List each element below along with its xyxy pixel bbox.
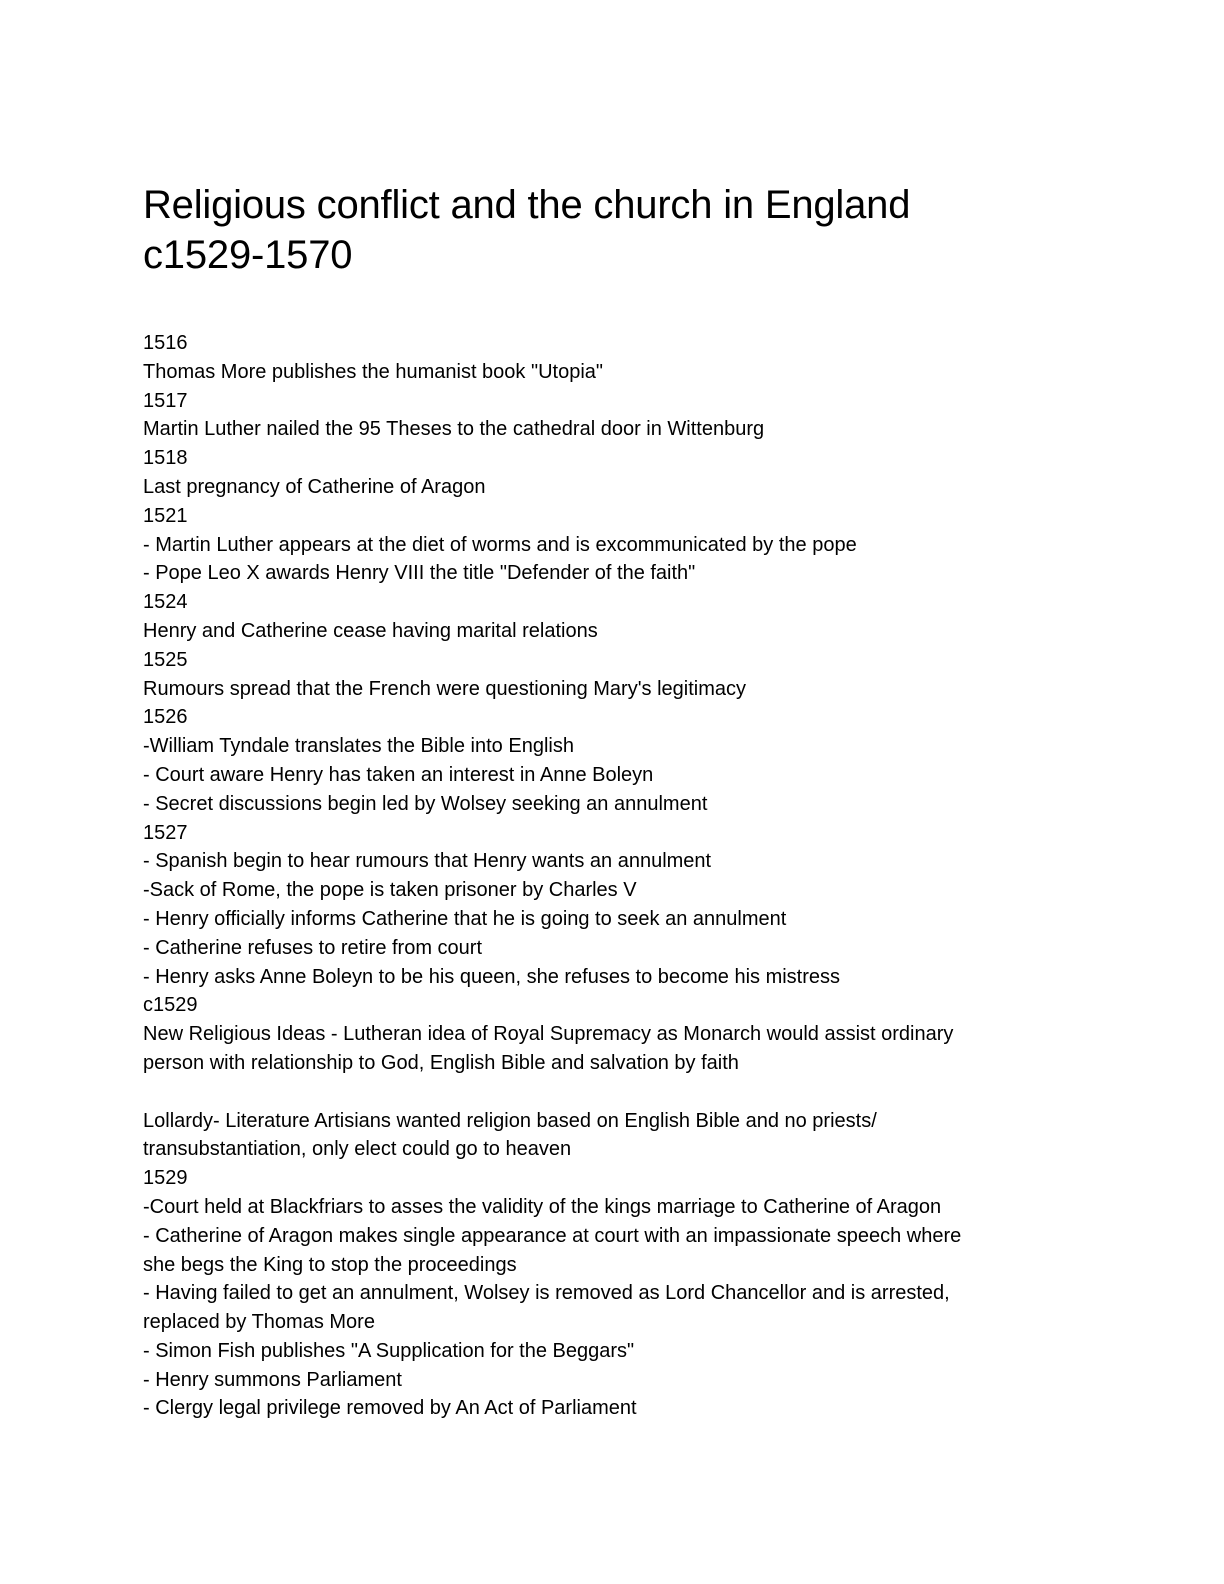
text-line: - Spanish begin to hear rumours that Henry wants an annulment (143, 850, 712, 873)
text-line: - Having failed to get an annulment, Wolsey is removed as Lord Chancellor and is arrested, (143, 1282, 950, 1305)
text-line: Henry and Catherine cease having marital relations (143, 619, 598, 642)
text-line: -William Tyndale translates the Bible into English (143, 735, 574, 758)
blank-line (143, 1078, 1063, 1107)
text-line: - Secret discussions begin led by Wolsey seeking an annulment (143, 792, 708, 815)
text-line: person with relationship to God, English Bible and salvation by faith (143, 1051, 739, 1074)
year-heading: c1529 (143, 994, 198, 1017)
title-line-1: Religious conflict and the church in England (143, 183, 911, 227)
text-line: -Sack of Rome, the pope is taken prisoner by Charles V (143, 879, 637, 902)
text-line: - Martin Luther appears at the diet of worms and is excommunicated by the pope (143, 533, 857, 556)
text-line: - Catherine refuses to retire from court (143, 936, 483, 959)
text-line: transubstantiation, only elect could go to heaven (143, 1138, 572, 1161)
text-line: - Court aware Henry has taken an interest in Anne Boleyn (143, 763, 654, 786)
text-line: - Catherine of Aragon makes single appearance at court with an impassionate speech where (143, 1224, 962, 1247)
year-heading: 1529 (143, 1167, 188, 1190)
text-line: Thomas More publishes the humanist book "Utopia" (143, 360, 603, 383)
title-line-2: c1529-1570 (143, 233, 353, 277)
text-line: -Court held at Blackfriars to asses the validity of the kings marriage to Catherine of Aragon (143, 1195, 942, 1218)
text-line: - Pope Leo X awards Henry VIII the title "Defender of the faith" (143, 562, 696, 585)
document-page (143, 180, 1063, 1423)
text-line: - Henry asks Anne Boleyn to be his queen, she refuses to become his mistress (143, 965, 841, 988)
year-heading: 1527 (143, 821, 188, 844)
year-heading: 1525 (143, 648, 188, 671)
year-heading: 1526 (143, 706, 188, 729)
text-line: Martin Luther nailed the 95 Theses to the cathedral door in Wittenburg (143, 418, 765, 441)
document-title (143, 180, 1063, 280)
text-line: Last pregnancy of Catherine of Aragon (143, 475, 486, 498)
text-line: - Simon Fish publishes "A Supplication for the Beggars" (143, 1339, 635, 1362)
year-heading: 1524 (143, 591, 188, 614)
year-heading: 1517 (143, 389, 188, 412)
year-heading: 1518 (143, 447, 188, 470)
text-line: - Clergy legal privilege removed by An Act of Parliament (143, 1397, 637, 1420)
text-line: - Henry officially informs Catherine that he is going to seek an annulment (143, 907, 787, 930)
document-body (143, 329, 1063, 1423)
text-line: she begs the King to stop the proceedings (143, 1253, 517, 1276)
year-heading: 1516 (143, 332, 188, 354)
text-line: - Henry summons Parliament (143, 1368, 402, 1391)
text-line: replaced by Thomas More (143, 1311, 375, 1334)
text-line: Lollardy- Literature Artisians wanted religion based on English Bible and no priests/ (143, 1109, 877, 1132)
text-line: New Religious Ideas - Lutheran idea of Royal Supremacy as Monarch would assist ordinary (143, 1023, 954, 1046)
text-line: Rumours spread that the French were questioning Mary's legitimacy (143, 677, 746, 700)
year-heading: 1521 (143, 504, 188, 527)
